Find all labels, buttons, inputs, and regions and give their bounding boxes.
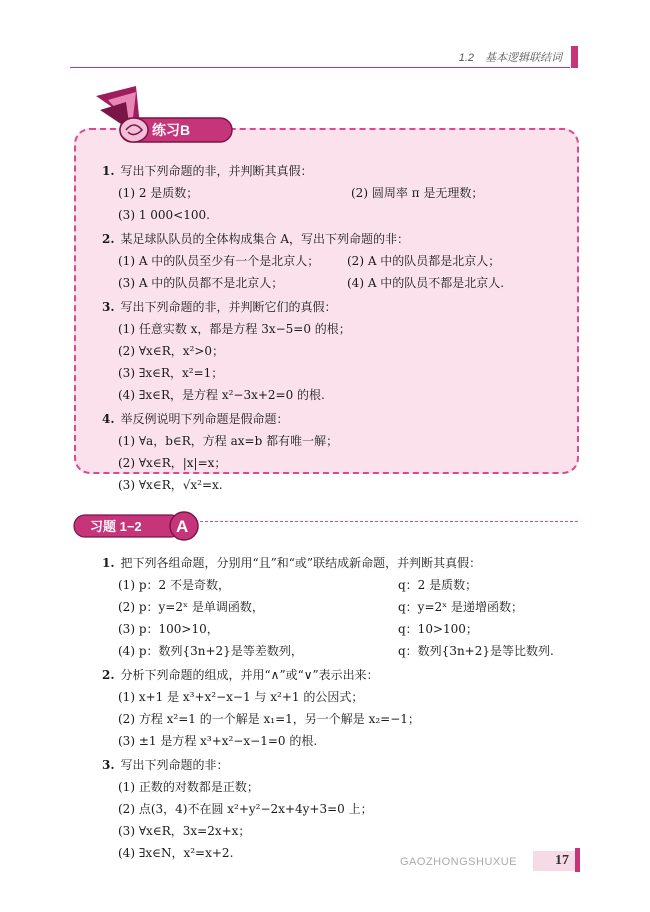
list-item: (3) ±1 是方程 x³+x²−x−1=0 的根. xyxy=(118,734,318,748)
homework-banner xyxy=(72,510,202,542)
exercise-banner xyxy=(90,86,240,148)
header-rule xyxy=(70,67,570,68)
list-item: (4) p：数列{3n+2}是等差数列， q：数列{3n+2}是等比数列. xyxy=(118,644,554,658)
exercise-content xyxy=(102,158,562,496)
homework-level: A xyxy=(176,517,189,536)
exercise-question-4: 4. 举反例说明下列命题是假命题： xyxy=(102,412,289,426)
list-item: (1) 2 是质数； (2) 圆周率 π 是无理数； xyxy=(118,186,484,200)
homework-question-3: 3. 写出下列命题的非： xyxy=(102,758,229,772)
homework-question-1: 1. 把下列各组命题，分别用“且”和“或”联结成新命题，并判断其真假： xyxy=(102,556,482,570)
list-item: (2) 点(3，4)不在圆 x²+y²−2x+4y+3=0 上； xyxy=(118,802,373,816)
list-item: (1) x+1 是 x³+x²−x−1 与 x²+1 的公因式； xyxy=(118,690,364,704)
list-item: (3) 1 000<100. xyxy=(118,208,210,222)
list-item: (3) ∀x∈R，√x²=x. xyxy=(118,478,223,492)
list-item: (4) ∃x∈N，x²=x+2. xyxy=(118,846,234,860)
swirl-icon xyxy=(120,118,148,142)
footer-series: GAOZHONGSHUXUE xyxy=(400,856,518,868)
exercise-title: 练习B xyxy=(152,122,191,138)
list-item: (2) 方程 x²=1 的一个解是 x₁=1，另一个解是 x₂=−1； xyxy=(118,712,420,726)
exercise-question-1: 1. 写出下列命题的非，并判断其真假： xyxy=(102,164,313,178)
list-item: (1) 任意实数 x，都是方程 3x−5=0 的根； xyxy=(118,322,351,336)
homework-question-2: 2. 分析下列命题的组成，并用“∧”或“∨”表示出来： xyxy=(102,668,379,682)
exercise-question-3: 3. 写出下列命题的非，并判断它们的真假： xyxy=(102,300,337,314)
section-header: 1.2 基本逻辑联结词 xyxy=(458,52,562,64)
header-tab-marker xyxy=(571,46,578,68)
homework-title: 习题 1−2 xyxy=(90,519,142,534)
list-item: (1) p：2 不是奇数， q：2 是质数； xyxy=(118,578,478,592)
list-item: (2) ∀x∈R，x²>0； xyxy=(118,344,225,358)
list-item: (1) A 中的队员至少有一个是北京人； (2) A 中的队员都是北京人； xyxy=(118,254,501,268)
list-item: (2) ∀x∈R，|x|=x； xyxy=(118,456,227,470)
list-item: (4) ∃x∈R，是方程 x²−3x+2=0 的根. xyxy=(118,388,325,402)
list-item: (3) p：100>10， q：10>100； xyxy=(118,622,478,636)
page-number: 17 xyxy=(533,851,575,871)
list-item: (3) A 中的队员都不是北京人； (4) A 中的队员不都是北京人. xyxy=(118,276,505,290)
page-tab-marker xyxy=(575,848,580,872)
list-item: (3) ∀x∈R，3x=2x+x； xyxy=(118,824,251,838)
list-item: (1) ∀a，b∈R，方程 ax=b 都有唯一解； xyxy=(118,434,339,448)
homework-content xyxy=(102,550,572,864)
homework-divider xyxy=(200,521,578,522)
list-item: (1) 正数的对数都是正数； xyxy=(118,780,259,794)
exercise-question-2: 2. 某足球队队员的全体构成集合 A，写出下列命题的非： xyxy=(102,232,410,246)
list-item: (2) p：y=2ˣ 是单调函数， q：y=2ˣ 是递增函数； xyxy=(118,600,524,614)
list-item: (3) ∃x∈R，x²=1； xyxy=(118,366,224,380)
